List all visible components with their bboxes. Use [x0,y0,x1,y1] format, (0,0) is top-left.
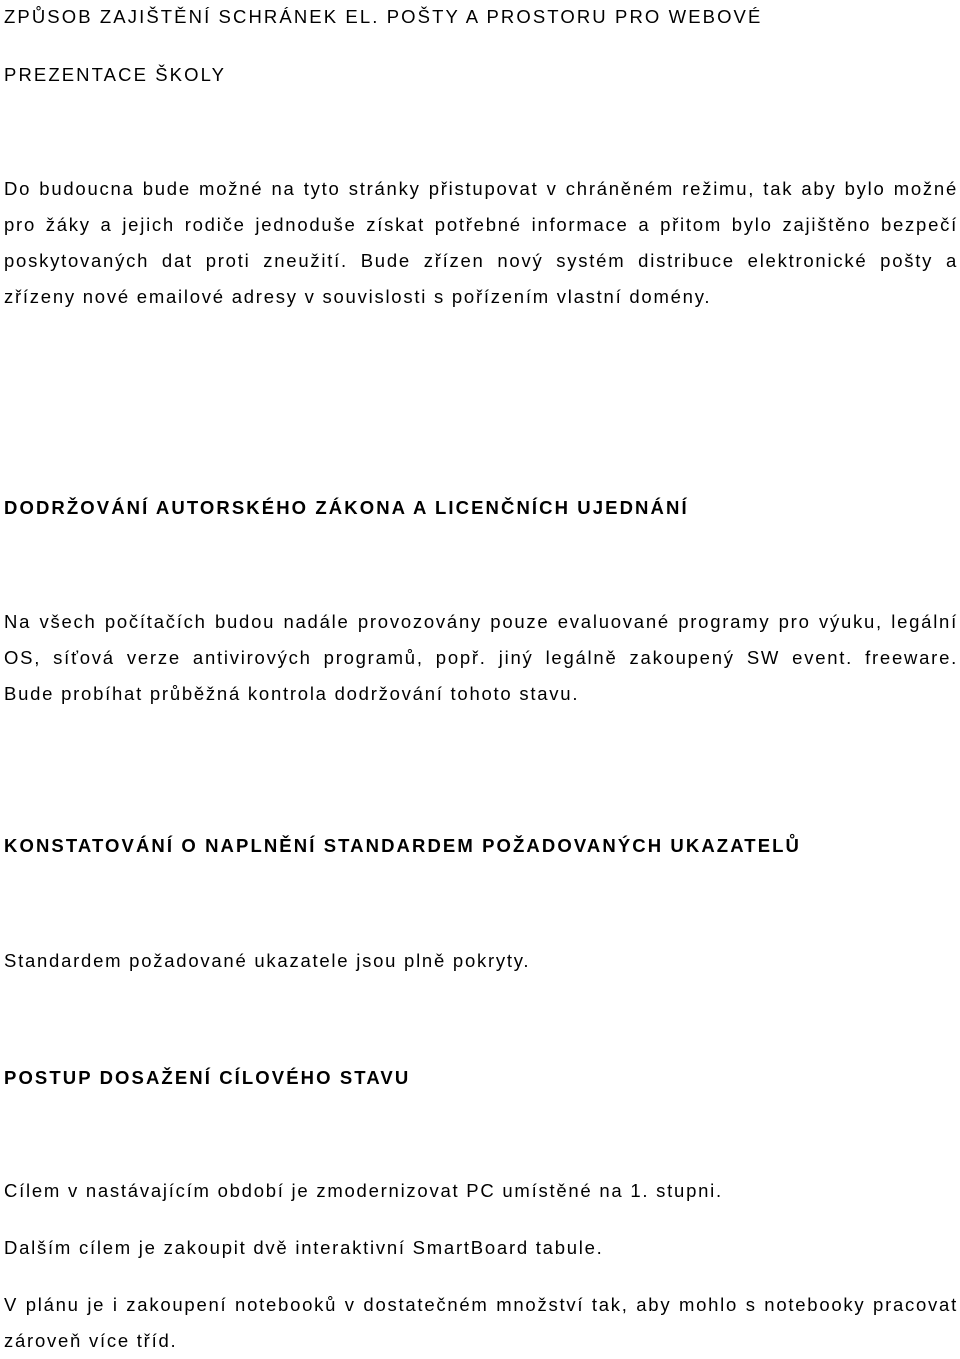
section-target-state-body3 [4,1287,958,1359]
paragraph-target-state-1: Cílem v nastávajícím období je zmodernizovat PC umístěné na 1. stupni. [4,1180,723,1201]
section-email-web-body [4,171,958,315]
paragraph-email-web: Do budoucna bude možné na tyto stránky přistupovat v chráněném režimu, tak aby bylo možné pro žáky a jejich rodiče jednoduše získat potřebné informace a přitom bylo zajištěno bezpečí poskytovaných dat proti zneužití. Bude zřízen nový systém distribuce elektronické pošty a zřízeny nové emailové adresy v souvislosti s pořízením vlastní domény. [4,178,958,307]
section-heading-target-state: POSTUP DOSAŽENÍ CÍLOVÉHO STAVU [4,1067,411,1088]
paragraph-target-state-3: V plánu je i zakoupení notebooků v dostatečném množství tak, aby mohlo s notebooky pracovat zároveň více tříd. [4,1294,958,1351]
paragraph-standard: Standardem požadované ukazatele jsou plně pokryty. [4,950,531,971]
paragraph-copyright: Na všech počítačích budou nadále provozovány pouze evaluované programy pro výuku, legální OS, síťová verze antivirových programů, popř. jiný legálně zakoupený SW event. freeware. Bude probíhat průběžná kontrola dodržování tohoto stavu. [4,611,958,704]
section-heading-email-web-line1: ZPŮSOB ZAJIŠTĚNÍ SCHRÁNEK EL. POŠTY A PROSTORU PRO WEBOVÉ [4,6,763,27]
section-copyright [4,497,958,519]
section-target-state [4,1067,958,1089]
section-email-web-heading-cont [4,64,958,86]
section-email-web [4,6,958,28]
section-standard [4,835,958,857]
section-target-state-body1 [4,1173,958,1209]
section-standard-body [4,943,958,979]
section-target-state-body2 [4,1230,958,1266]
paragraph-target-state-2: Dalším cílem je zakoupit dvě interaktivní SmartBoard tabule. [4,1237,604,1258]
section-heading-copyright: DODRŽOVÁNÍ AUTORSKÉHO ZÁKONA A LICENČNÍCH UJEDNÁNÍ [4,497,689,518]
section-copyright-body [4,604,958,712]
section-heading-standard: KONSTATOVÁNÍ O NAPLNĚNÍ STANDARDEM POŽADOVANÝCH UKAZATELŮ [4,835,801,856]
section-heading-email-web-line2: PREZENTACE ŠKOLY [4,64,227,85]
